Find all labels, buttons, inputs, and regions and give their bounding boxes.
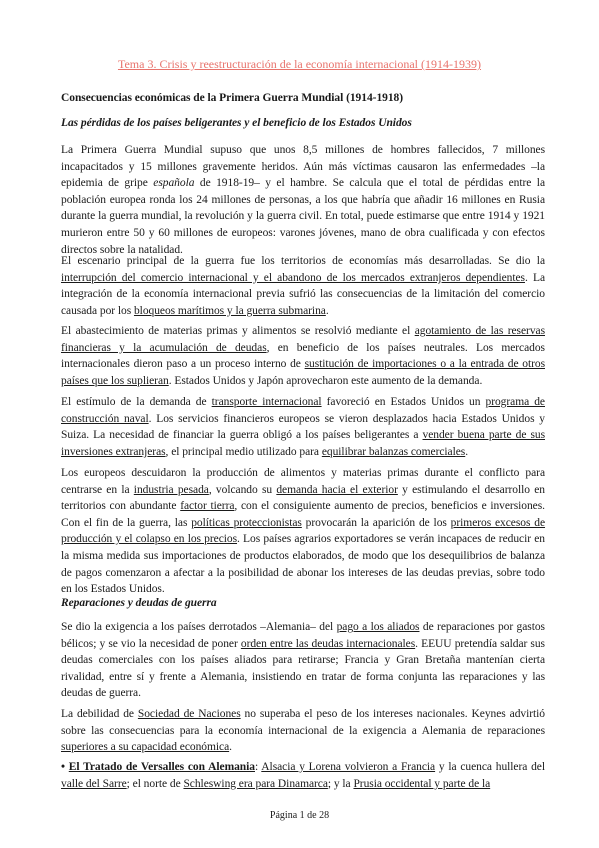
underlined-term: superiores a su capacidad económica — [61, 741, 230, 754]
paragraph-league-of-nations — [61, 706, 545, 756]
underlined-term: pago a los aliados — [336, 621, 420, 633]
underlined-term: factor tierra — [180, 500, 235, 513]
text-run: El abastecimiento de materias primas y alimentos se resolvió mediante el — [61, 325, 415, 337]
underlined-term: demanda hacia el exterior — [276, 483, 398, 496]
paragraph-transport-demand — [61, 394, 545, 460]
document-title: Tema 3. Crisis y reestructuración de la economía internacional (1914-1939) — [117, 57, 482, 71]
underlined-term: industria pesada — [133, 483, 209, 496]
underlined-term: valle del Sarre — [61, 777, 127, 790]
paragraph-production-neglect — [61, 465, 545, 598]
underlined-term: sustitución de importaciones o a la entrada de otros países que los suplieran — [61, 358, 545, 387]
underlined-term: primeros excesos de producción y el colapso en los precios — [61, 516, 546, 546]
section-title: Consecuencias económicas de la Primera Guerra Mundial (1914-1918) — [61, 92, 404, 104]
underlined-term: vender buena parte de sus inversiones extranjeras — [61, 429, 545, 458]
underlined-heading: El Tratado de Versalles con Alemania — [68, 761, 255, 773]
text-run: . — [229, 741, 232, 754]
text-run: ; el norte de — [126, 777, 184, 790]
text-run: . — [465, 445, 469, 458]
text-run: de 1918-19– y el hambre. Se calcula que el total de pérdidas entre la población europea ronda los 24 millones de personas, a los que habría que añadir 16 millones en Rusia durante la guerra mundial, la revolución y la guerra civil. En total, puede estimarse que entre 1914 y 1921 murieron entre 50 y 60 millones de europeos: varones jóvenes, mano de obra cualificada y con efectos directos sobre la natalidad. — [61, 177, 546, 256]
text-run: La Primera Guerra Mundial supuso que unos 8,5 millones de hombres fallecidos, 7 millones incapacitados y 15 millones gravemente heridos. Aún más víctimas causaron las enfermedades –la epidemia de gripe — [61, 144, 545, 190]
text-run: de reparaciones por gastos bélicos; y se vio la necesidad de poner — [61, 621, 545, 650]
text-run: no superaba el peso de los intereses nacionales. Keynes advirtió sobre las consecuencias para la economía internacional de la exigencia a Alemania de reparaciones — [61, 708, 546, 737]
underlined-term: agotamiento de las reservas financieras y la acumulación de deudas — [61, 325, 545, 354]
text-run: La debilidad de — [61, 708, 138, 720]
text-run: El escenario principal de la guerra fue los territorios de economías más desarrolladas. Se dio la — [61, 255, 545, 267]
text-run: , en beneficio de los países neutrales. Los mercados internacionales dieron paso a un proceso interno de — [61, 341, 545, 371]
underlined-term: Sociedad de Naciones — [137, 708, 241, 720]
underlined-term: orden entre las deudas internacionales — [240, 637, 416, 650]
text-run: . Los servicios financieros europeos se vieron desplazados hacia Estados Unidos y Suiza. La necesidad de financiar la guerra obligó a los países beligerantes a — [61, 412, 545, 442]
text-run: . — [325, 304, 329, 317]
underlined-term: Prusia occidental y parte de la — [353, 777, 491, 790]
paragraph-trade-interruption — [61, 253, 545, 319]
text-run: provocarán la aparición de los — [301, 516, 451, 529]
paragraph-war-losses — [61, 142, 545, 258]
underlined-term: Schleswing era para Dinamarca — [183, 777, 328, 790]
text-run: , con el consiguiente aumento de precios, beneficios e inversiones. Con el fin de la guerra, las — [61, 500, 545, 529]
underlined-term: transporte internacional — [211, 396, 322, 408]
bullet-glyph: • — [61, 761, 69, 773]
paragraph-versailles-treaty — [61, 759, 545, 792]
page-number: Página 1 de 28 — [269, 810, 330, 821]
text-run: El estímulo de la demanda de — [61, 396, 212, 408]
underlined-term: bloqueos marítimos y la guerra submarina — [133, 304, 326, 317]
text-run: y la cuenca hullera del — [435, 761, 545, 773]
underlined-term: programa de construcción naval — [61, 396, 545, 425]
subsection-title: Reparaciones y deudas de guerra — [61, 597, 217, 609]
paragraph-raw-materials — [61, 323, 545, 389]
text-run: y estimulando el desarrollo en territorios con abundante — [61, 483, 545, 513]
text-run: . La integración de la economía internacional previa sufrió las consecuencias de la limitación del comercio causada por los — [61, 271, 546, 317]
paragraph-reparations — [61, 619, 545, 702]
text-run: ; y la — [327, 777, 354, 790]
underlined-term: políticas proteccionistas — [191, 516, 302, 529]
underlined-term: Alsacia y Lorena volvieron a Francia — [261, 761, 436, 773]
section-subtitle: Las pérdidas de los países beligerantes y el beneficio de los Estados Unidos — [61, 117, 412, 129]
text-run: favoreció en Estados Unidos un — [321, 396, 486, 408]
text-run: . Estados Unidos y Japón aprovecharon este aumento de la demanda. — [168, 374, 483, 387]
underlined-term: equilibrar balanzas comerciales — [321, 445, 466, 458]
text-run: , volcando su — [208, 483, 277, 496]
text-run: Los europeos descuidaron la producción de alimentos y materias primas durante el conflicto para centrarse en la — [61, 467, 545, 496]
italic-run: española — [153, 177, 195, 190]
text-run: Se dio la exigencia a los países derrotados –Alemania– del — [61, 621, 337, 633]
text-run: . EEUU pretendía saldar sus deudas comerciales con los países aliados para retirarse; Francia y Gran Bretaña mantenían cierta rivalidad, entre sí y frente a Alemania, insistiendo en tratar de forma conjunta las reparaciones y las deudas de guerra. — [61, 637, 545, 700]
text-run: . Los países agrarios exportadores se verán incapaces de reducir en la misma medida sus importaciones de productos elaborados, de modo que los desequilibrios de balanza de pagos comenzaron a afectar a la posibilidad de abonar los intereses de las deudas previas, sobre todo en los Estados Unidos. — [61, 533, 545, 596]
underlined-term: interrupción del comercio internacional y el abandono de los mercados extranjeros dependientes — [61, 271, 525, 284]
text-run: , el principal medio utilizado para — [165, 445, 322, 458]
text-run: : — [255, 761, 262, 773]
